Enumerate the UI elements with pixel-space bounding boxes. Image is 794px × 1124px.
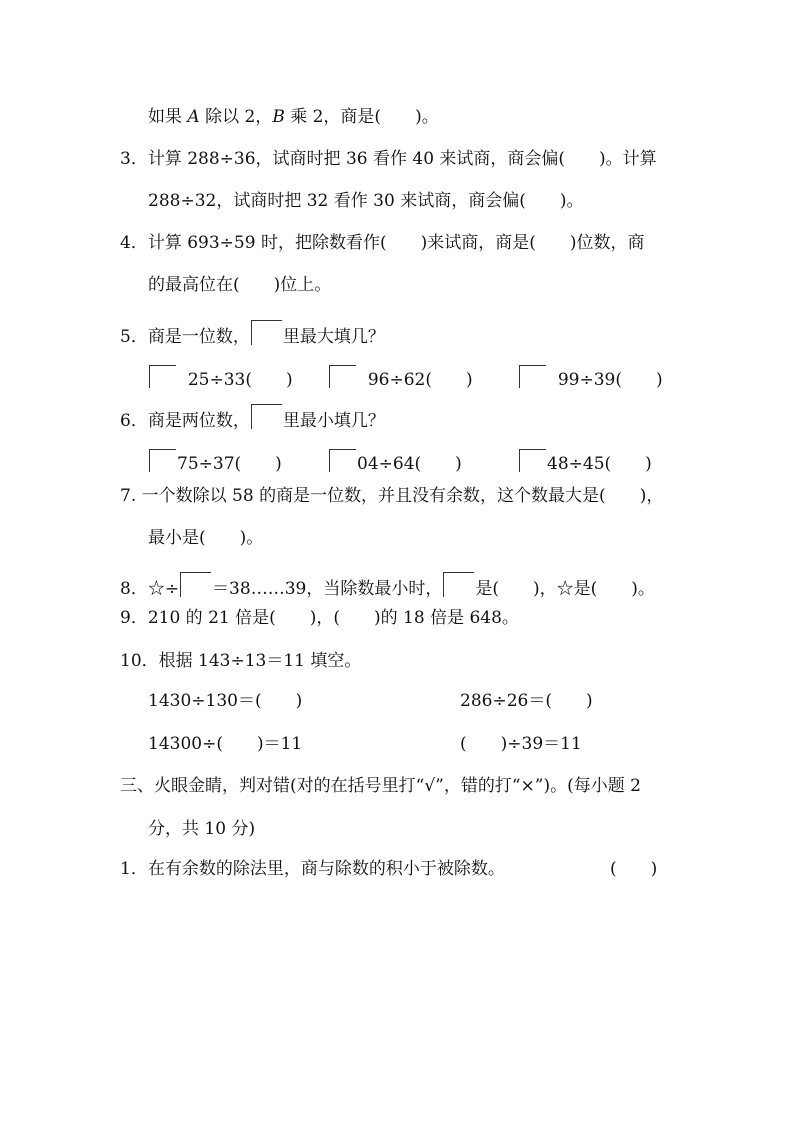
blank-box[interactable] bbox=[149, 449, 176, 472]
q5-item-2 bbox=[328, 365, 473, 391]
q2-text-post: 乘 2，商是( )。 bbox=[284, 107, 439, 127]
q6-stem bbox=[120, 404, 385, 432]
q5-item-1 bbox=[148, 365, 293, 391]
blank-box[interactable] bbox=[149, 365, 176, 388]
q6-stem-pre: 6．商是两位数， bbox=[120, 411, 250, 431]
q3-line2: 288÷32，试商时把 32 看作 30 来试商，商会偏( )。 bbox=[148, 191, 584, 211]
q6-stem-post: 里最小填几？ bbox=[282, 411, 385, 431]
judge1-answer-paren[interactable]: ( ) bbox=[610, 859, 658, 879]
q10-c: 14300÷( )＝11 bbox=[148, 734, 303, 754]
blank-box bbox=[443, 572, 474, 597]
q9-line: 9．210 的 21 倍是( )，( )的 18 倍是 648。 bbox=[120, 608, 519, 628]
var-b: B bbox=[272, 107, 285, 127]
blank-box[interactable] bbox=[519, 365, 546, 388]
q10-b: 286÷26＝( ) bbox=[460, 691, 593, 711]
q8-pre: 8．☆÷ bbox=[120, 579, 180, 599]
q6-item-3 bbox=[518, 449, 652, 475]
section3-heading-line1: 三、火眼金睛，判对错(对的在括号里打“√”，错的打“×”)。(每小题 2 bbox=[120, 776, 641, 796]
q7-line1: 7. 一个数除以 58 的商是一位数，并且没有余数，这个数最大是( )， bbox=[120, 486, 664, 506]
q5-item-3-text: 99÷39( ) bbox=[557, 370, 663, 390]
q10-d: ( )÷39＝11 bbox=[460, 734, 582, 754]
q6-item-2 bbox=[328, 449, 462, 475]
q2-text-mid: 除以 2， bbox=[199, 107, 273, 127]
q5-stem-post: 里最大填几？ bbox=[282, 327, 385, 347]
blank-box[interactable] bbox=[329, 365, 356, 388]
judge1-text: 1．在有余数的除法里，商与除数的积小于被除数。 bbox=[120, 859, 505, 879]
blank-box bbox=[251, 320, 282, 345]
q2-text-pre: 如果 bbox=[148, 107, 188, 127]
q6-item-1 bbox=[148, 449, 282, 475]
q5-item-1-text: 25÷33( ) bbox=[187, 370, 293, 390]
q7-line2: 最小是( )。 bbox=[148, 528, 264, 548]
q6-item-1-text: 75÷37( ) bbox=[177, 454, 282, 474]
q10-a: 1430÷130＝( ) bbox=[148, 691, 303, 711]
q4-line1: 4．计算 693÷59 时，把除数看作( )来试商，商是( )位数，商 bbox=[120, 233, 645, 253]
q6-item-2-text: 04÷64( ) bbox=[357, 454, 462, 474]
q8-mid: ＝38……39，当除数最小时， bbox=[212, 579, 443, 599]
section3-heading-line2: 分，共 10 分) bbox=[148, 819, 256, 839]
q8-post: 是( )，☆是( )。 bbox=[475, 579, 655, 599]
q6-item-3-text: 48÷45( ) bbox=[547, 454, 652, 474]
q3-line1: 3．计算 288÷36，试商时把 36 看作 40 来试商，商会偏( )。计算 bbox=[120, 149, 657, 169]
q5-stem-pre: 5．商是一位数， bbox=[120, 327, 250, 347]
q5-item-3 bbox=[518, 365, 663, 391]
q10-stem: 10．根据 143÷13＝11 填空。 bbox=[120, 651, 362, 671]
blank-box bbox=[251, 404, 282, 429]
blank-box[interactable] bbox=[519, 449, 546, 472]
q2-line bbox=[148, 106, 439, 128]
q8-line bbox=[120, 572, 655, 600]
q5-item-2-text: 96÷62( ) bbox=[367, 370, 473, 390]
blank-box bbox=[180, 572, 211, 597]
var-a: A bbox=[187, 107, 200, 127]
blank-box[interactable] bbox=[329, 449, 356, 472]
q4-line2: 的最高位在( )位上。 bbox=[148, 275, 332, 295]
q5-stem bbox=[120, 320, 385, 348]
